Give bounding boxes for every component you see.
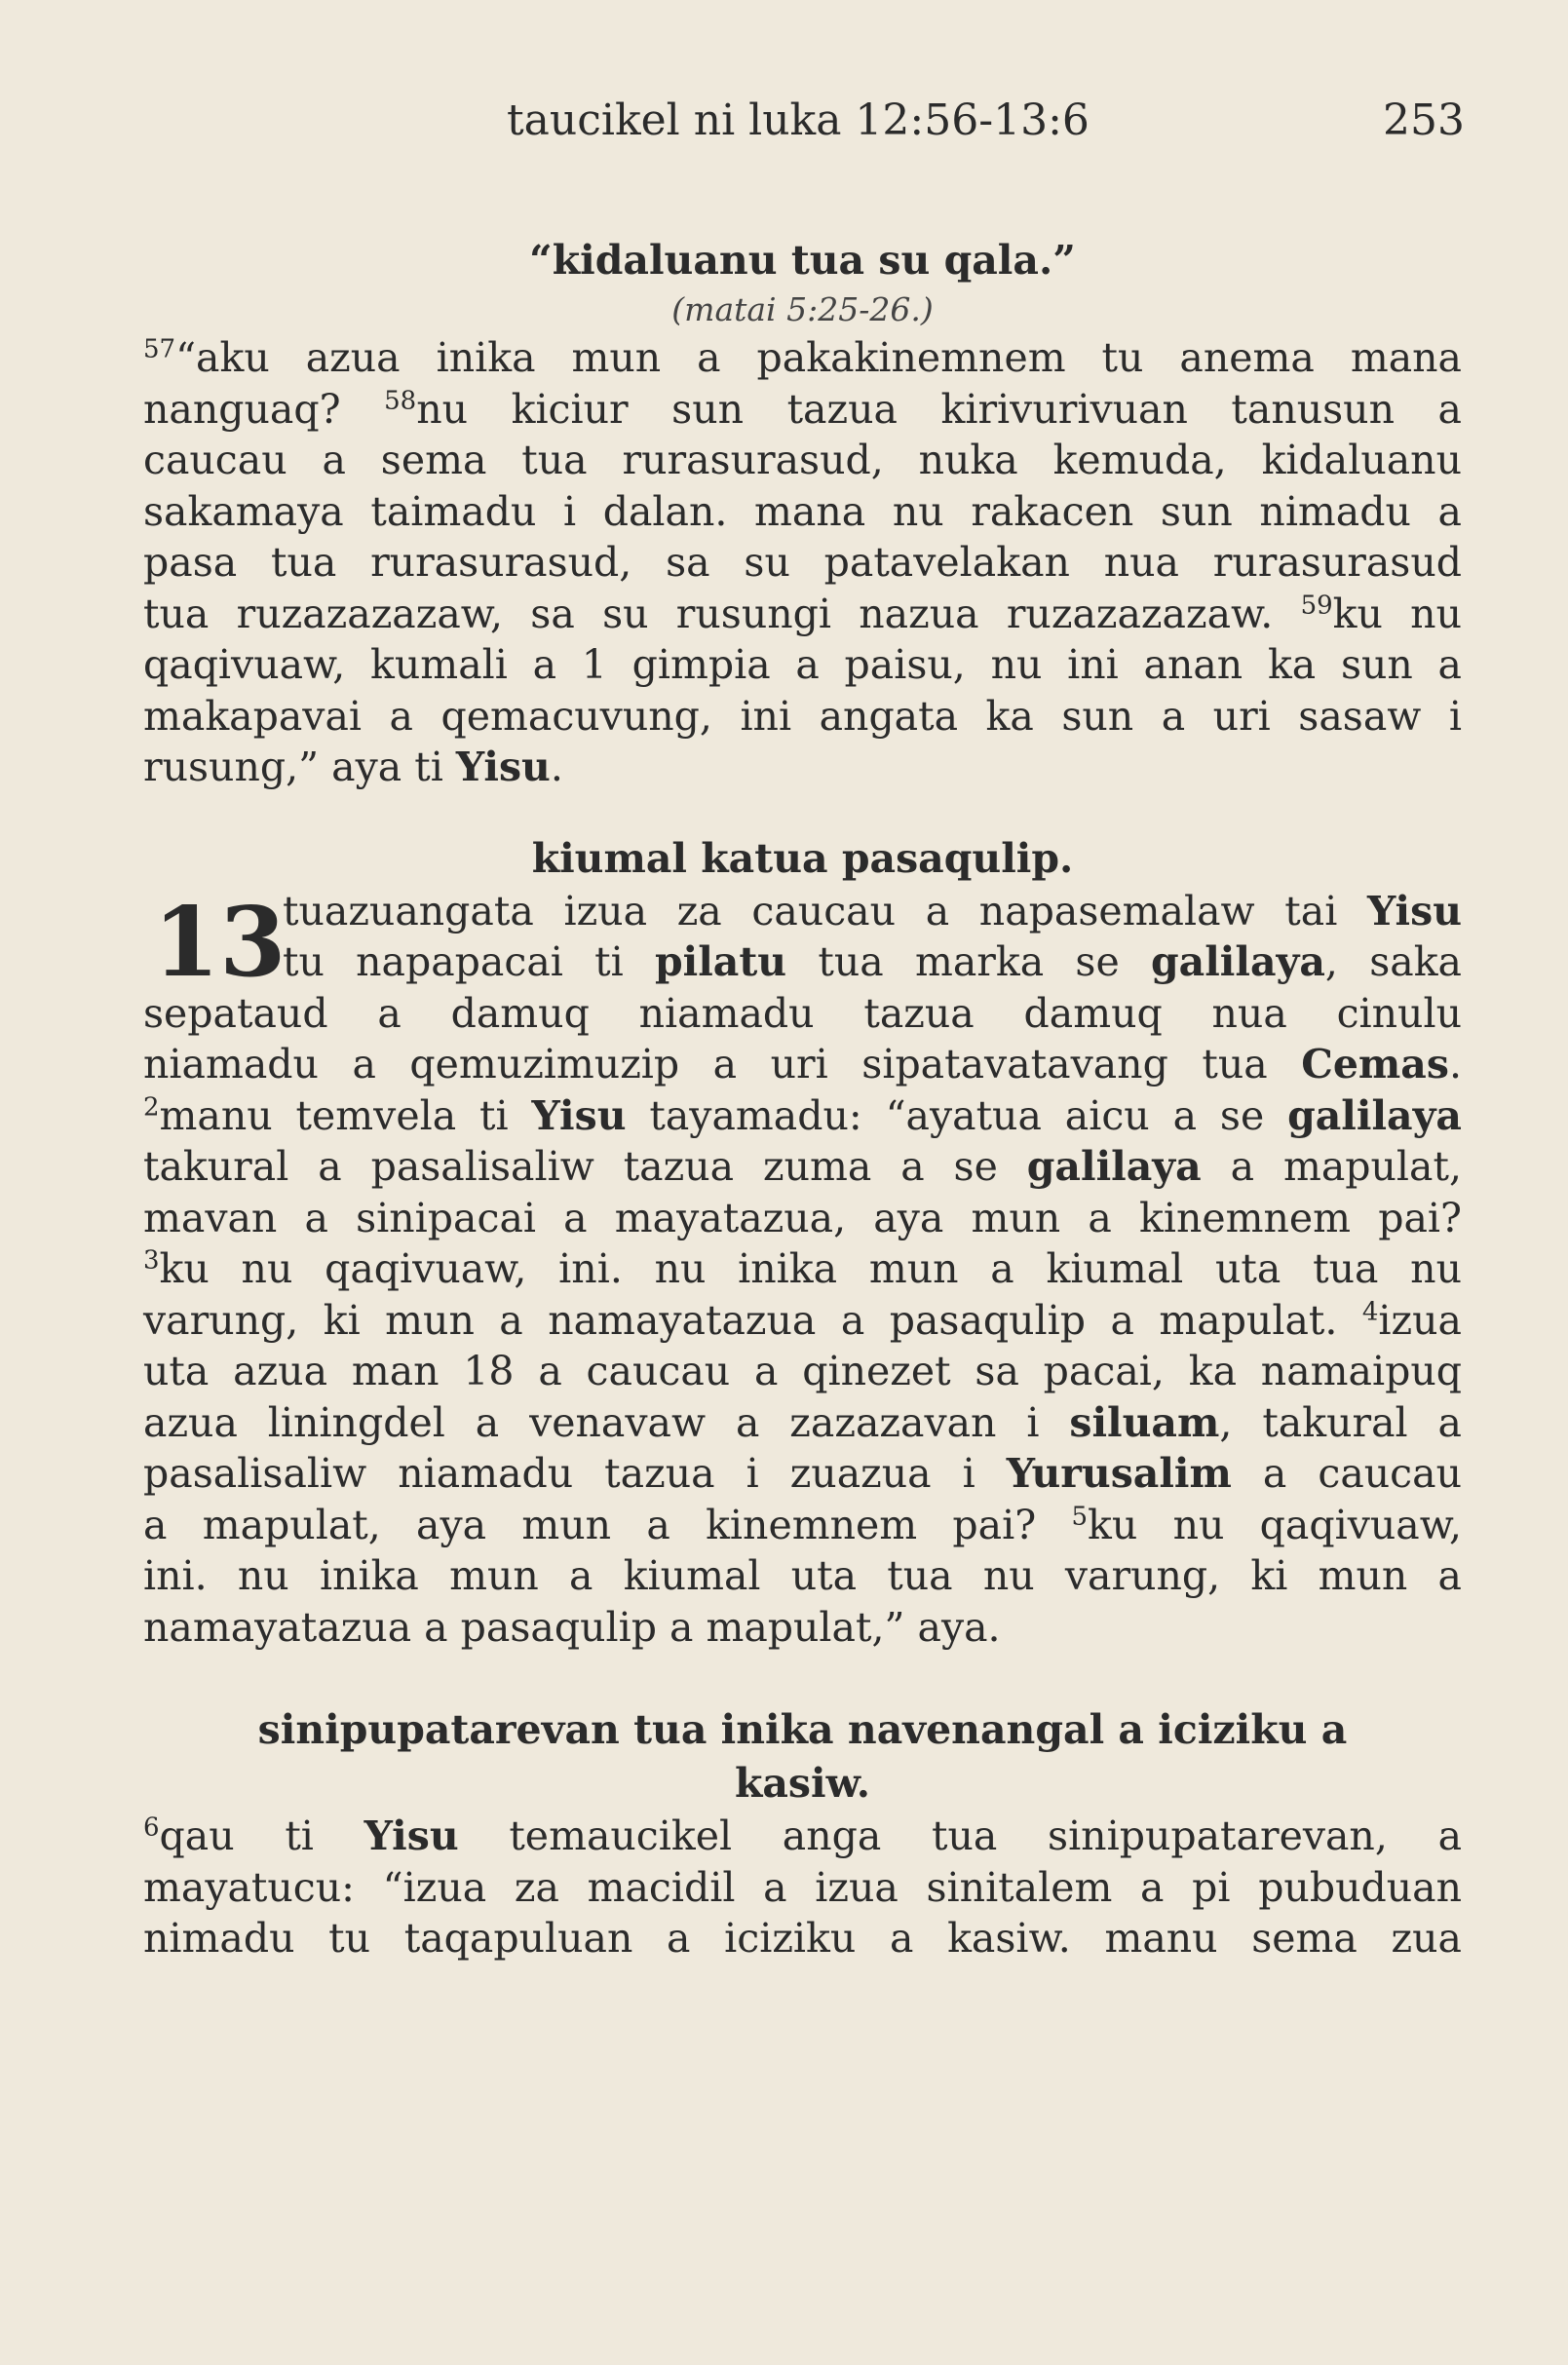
page-header [0, 95, 1568, 154]
paragraph-3 [143, 1811, 1462, 1964]
verse-number: 5 [1071, 1501, 1089, 1531]
text-line: niamadu a qemuzimuzip a uri sipatavatavang tua Cemas. [143, 1041, 1462, 1087]
text-block [143, 234, 1462, 1964]
text-line: varung, ki mun a namayatazua a pasaqulip a mapulat. $^4$izua [143, 1296, 1462, 1344]
cross-reference: (matai 5:25-26.) [671, 290, 934, 328]
paragraph-2 [143, 886, 1462, 1654]
verse-number: 57 [143, 334, 176, 364]
section-heading-1: “kidaluanu tua su qala.” [529, 237, 1076, 284]
page-number: 253 [1383, 95, 1465, 145]
text-line: uta azua man 18 a caucau a qinezet sa pacai, ka namaipuq [143, 1348, 1462, 1394]
text-line: ini. nu inika mun a kiumal uta tua nu varung, ki mun a [143, 1552, 1462, 1599]
verse-number: 58 [384, 385, 417, 415]
text-line: namayatazua a pasaqulip a mapulat,” aya. [143, 1603, 1001, 1651]
paragraph-1 [143, 332, 1462, 793]
verse-number: 4 [1361, 1296, 1379, 1326]
text-line: pasa tua rurasurasud, sa su patavelakan nua rurasurasud [143, 539, 1462, 586]
text-line: rusung,” aya ti Yisu. [143, 744, 563, 790]
text-line: azua liningdel a venavaw a zazazavan i siluam, takural a [143, 1398, 1463, 1446]
verse-number: 3 [143, 1245, 160, 1276]
text-line: $^3$ku nu qaqivuaw, ini. nu inika mun a kiumal uta tua nu [143, 1245, 1462, 1292]
text-line: mayatucu: “izua za macidil a izua sinitalem a pi pubuduan [143, 1863, 1462, 1911]
text-line: a mapulat, aya mun a kinemnem pai? $^5$ku nu qaqivuaw, [143, 1501, 1462, 1548]
text-line: nimadu tu taqapuluan a iciziku a kasiw. manu sema zua [143, 1915, 1462, 1962]
text-line: caucau a sema tua rurasurasud, nuka kemuda, kidaluanu [143, 437, 1462, 483]
chapter-number: 13 [153, 886, 287, 999]
text-line: tuazuangata izua za caucau a napasemalaw tai Yisu [283, 887, 1462, 935]
text-line: makapavai a qemacuvung, ini angata ka sun a uri sasaw i [143, 692, 1462, 740]
verse-number: 59 [1300, 590, 1333, 620]
text-line: mavan a sinipacai a mayatazua, aya mun a kinemnem pai? [143, 1194, 1462, 1241]
section-heading-3: sinipupatarevan tua inika navenangal a iciziku a [257, 1706, 1348, 1753]
text-line: qaqivuaw, kumali a 1 gimpia a paisu, nu ini anan ka sun a [143, 641, 1462, 688]
text-line: tua ruzazazazaw, sa su rusungi nazua ruzazazazaw. $^{59}$ku nu [143, 590, 1462, 637]
text-line: $^2$manu temvela ti Yisu tayamadu: “ayatua aicu a se galilaya [143, 1091, 1462, 1139]
verse-number: 6 [143, 1812, 160, 1843]
verse-number: 2 [143, 1091, 160, 1122]
section-heading-2: kiumal katua pasaqulip. [531, 834, 1074, 882]
text-line: takural a pasalisaliw tazua zuma a se galilaya a mapulat, [143, 1143, 1462, 1190]
running-title: taucikel ni luka 12:56-13:6 [507, 95, 1090, 145]
section-heading-3-cont: kasiw. [734, 1760, 871, 1807]
text-line: tu napapacai ti pilatu tua marka se galilaya, saka [283, 938, 1462, 985]
text-line: nanguaq? $^{58}$nu kiciur sun tazua kirivurivuan tanusun a [143, 385, 1462, 433]
text-line: pasalisaliw niamadu tazua i zuazua i Yurusalim a caucau [143, 1450, 1462, 1497]
text-line: sepataud a damuq niamadu tazua damuq nua cinulu [143, 989, 1462, 1037]
text-line: sakamaya taimadu i dalan. mana nu rakacen sun nimadu a [143, 487, 1462, 535]
text-line: $^6$qau ti Yisu temaucikel anga tua sinipupatarevan, a [143, 1812, 1463, 1859]
text-line: $^{57}$“aku azua inika mun a pakakinemnem tu anema mana [143, 334, 1462, 381]
